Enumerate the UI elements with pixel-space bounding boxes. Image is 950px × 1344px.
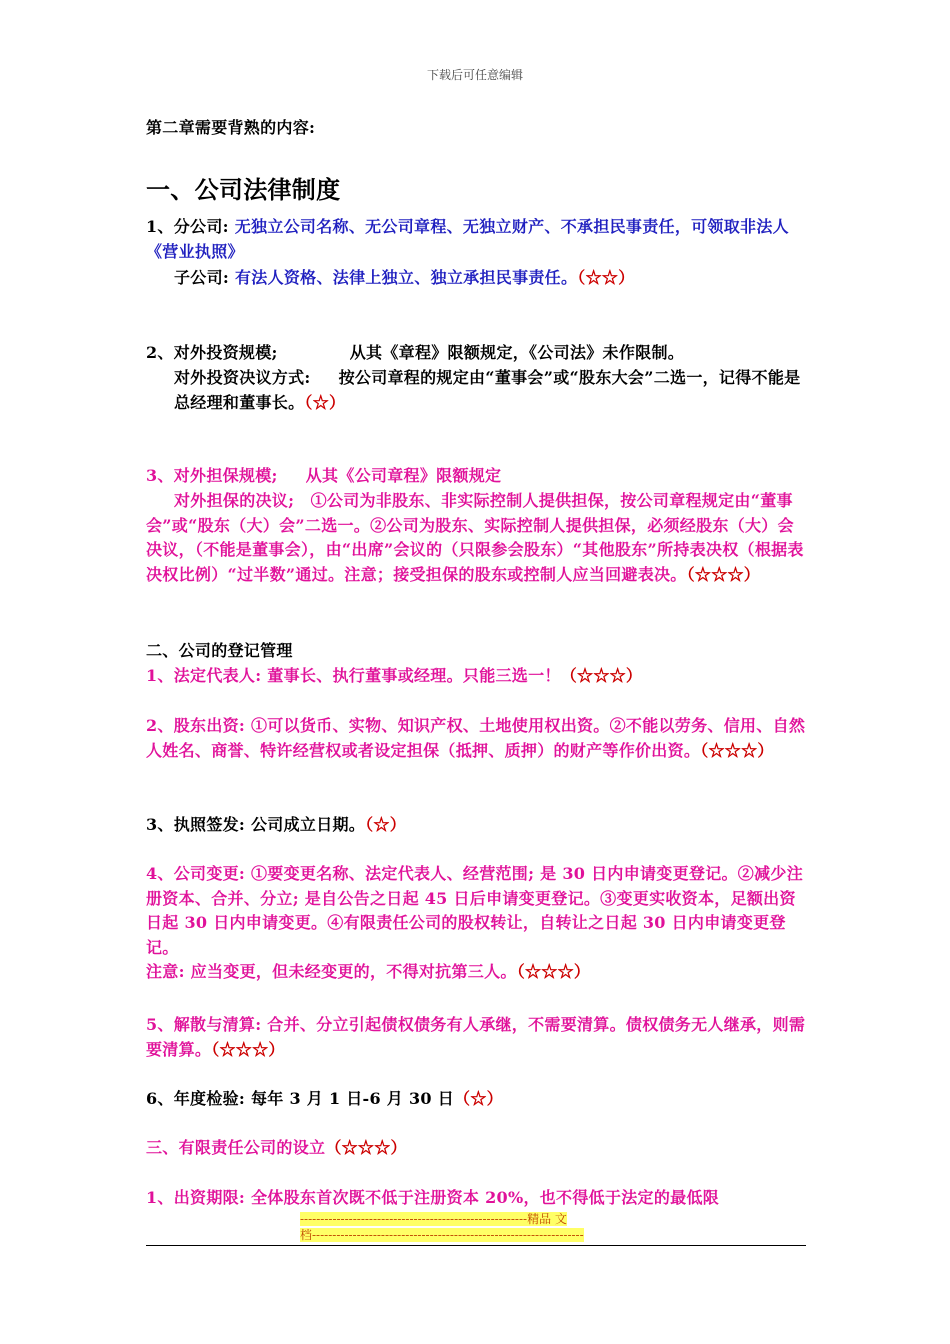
- item-dissolution: [146, 1013, 808, 1062]
- page-header: 下载后可任意编辑: [426, 68, 523, 82]
- star-rating: （☆☆☆）: [516, 962, 591, 981]
- footer-line-2: 档-------------------------------------------------------------------: [300, 1228, 584, 1242]
- item-guarantee-decision: [146, 489, 808, 587]
- guarantee-scale-label: 3、对外担保规模;: [146, 466, 278, 485]
- intro-line: 第二章需要背熟的内容:: [146, 118, 316, 137]
- subsidiary-label: 子公司:: [174, 268, 230, 287]
- star-rating: （☆☆☆）: [560, 666, 643, 685]
- item-company-change: [146, 862, 808, 985]
- item-capital-deadline: 1、出资期限: 全体股东首次既不低于注册资本 20%，也不得低于法定的最低限: [146, 1188, 720, 1207]
- star-rating: （☆）: [365, 815, 407, 834]
- item-branch-company: [146, 215, 808, 264]
- investment-decision-text: 按公司章程的规定由“董事会”或“股东大会”二选一，记得不能是总经理和董事长。: [174, 368, 801, 412]
- item-legal-rep: [146, 664, 808, 689]
- investment-scale-text: 从其《章程》限额规定，《公司法》未作限制。: [349, 343, 685, 362]
- guarantee-scale-text: 从其《公司章程》限额规定: [305, 466, 502, 485]
- item-annual-inspection: [146, 1087, 808, 1112]
- company-change-note: 注意: 应当变更，但未经变更的，不得对抗第三人。: [146, 962, 517, 981]
- annual-inspection-text: 6、年度检验: 每年 3 月 1 日-6 月 30 日: [146, 1089, 455, 1108]
- item-subsidiary: [146, 266, 836, 291]
- star-rating: （☆☆☆）: [211, 1039, 285, 1059]
- section1-title: 一、公司法律制度: [146, 175, 341, 204]
- section3-title: 三、有限责任公司的设立: [146, 1138, 326, 1157]
- investment-decision-label: 对外投资决议方式:: [174, 368, 311, 387]
- item-investment-decision: [146, 366, 808, 415]
- section2-title: 二、公司的登记管理: [146, 641, 293, 660]
- legal-rep-text: 1、法定代表人: 董事长、执行董事或经理。只能三选一！: [146, 666, 561, 685]
- capital-contribution-text: 2、股东出资: ①可以货币、实物、知识产权、土地使用权出资。②不能以劳务、信用、自然人姓名、商誉、特许经营权或者设定担保（抵押、质押）的财产等作价出资。: [146, 716, 806, 760]
- item-capital-contribution: [146, 714, 808, 763]
- branch-label: 1、分公司:: [146, 217, 229, 236]
- footer-line-1: --------------------------------------------------------精品 文: [300, 1212, 567, 1226]
- item-license-issue: [146, 813, 808, 838]
- star-rating: （☆☆）: [577, 268, 635, 287]
- company-change-note-line: [146, 960, 808, 985]
- investment-scale-label: 2、对外投资规模;: [146, 343, 278, 362]
- item-guarantee-scale: [146, 464, 808, 489]
- star-rating: （☆☆☆）: [700, 740, 774, 760]
- company-change-text: 4、公司变更: ①要变更名称、法定代表人、经营范围; 是 30 日内申请变更登记。②减少注册资本、合并、分立; 是自公告之日起 45 日后申请变更登记。③变更实收资本，足额出资日起 30 日内申请变更。④有限责任公司的股权转让，自转让之日起 30 日内申请变更登记。: [146, 864, 803, 957]
- footer-divider: [146, 1245, 806, 1246]
- item-investment-scale: [146, 341, 808, 366]
- dissolution-text: 5、解散与清算: 合并、分立引起债权债务有人承继，不需要清算。债权债务无人继承，则需要清算。: [146, 1015, 806, 1059]
- branch-text: 无独立公司名称、无公司章程、无独立财产、不承担民事责任，可领取非法人《营业执照》: [146, 217, 789, 261]
- license-issue-text: 3、执照签发: 公司成立日期。: [146, 815, 366, 834]
- star-rating: （☆）: [304, 392, 346, 412]
- star-rating: （☆☆☆）: [686, 564, 761, 584]
- star-rating: （☆☆☆）: [325, 1138, 407, 1157]
- star-rating: （☆）: [454, 1089, 503, 1108]
- guarantee-decision-text: 对外担保的决议; ①公司为非股东、非实际控制人提供担保，按公司章程规定由“董事会”或“股东（大）会”二选一。②公司为股东、实际控制人提供担保，必须经股东（大）会决议，（不能是董事会），由“出席”会议的（只限参会股东）“其他股东”所持表决权（根据表决权比例）“过半数”通过。注意；接受担保的股东或控制人应当回避表决。: [146, 491, 804, 584]
- section3-title-line: [146, 1136, 808, 1161]
- subsidiary-text: 有法人资格、法律上独立、独立承担民事责任。: [234, 268, 578, 287]
